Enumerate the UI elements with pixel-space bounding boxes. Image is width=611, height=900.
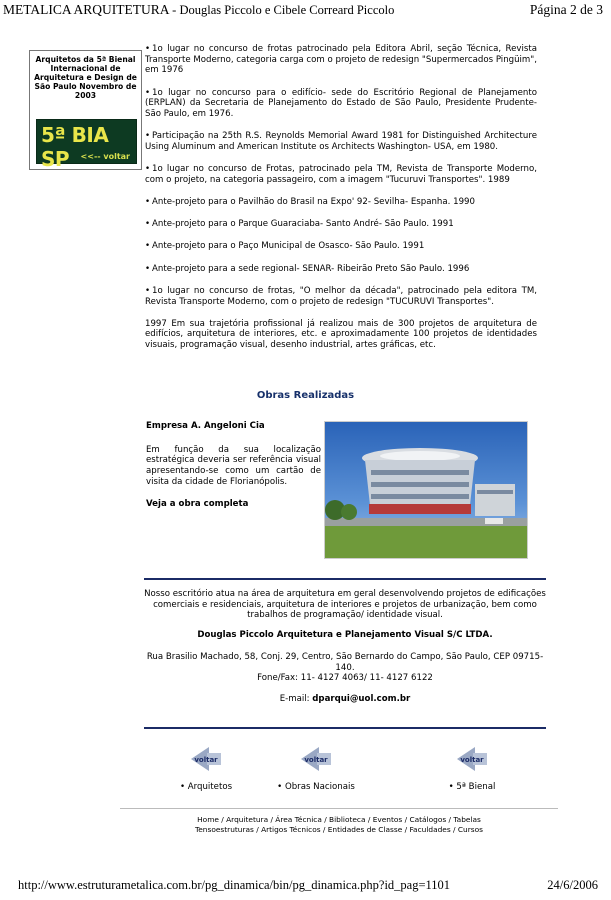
footer-divider <box>120 808 558 809</box>
bullet-icon: • <box>145 164 151 175</box>
office-info <box>144 589 546 705</box>
nav-label: • Obras Nacionais <box>277 782 355 792</box>
nav-obras-nacionais-button[interactable] <box>256 745 376 792</box>
summary-paragraph: 1997 Em sua trajetória profissional já realizou mais de 300 projetos de arquitetura de edifícios, arquitetura de interiores, etc. e aproximadamente 100 projetos de identidades visuais, programação visual, desenho industrial, artes gráficas, etc. <box>145 318 537 351</box>
project-link[interactable]: Veja a obra completa <box>146 498 249 509</box>
arrow-label: voltar <box>194 756 218 764</box>
list-item-text: Participação na 25th R.S. Reynolds Memorial Award 1981 for Distinguished Architecture Using Aluminum and American Institute os Architects Washington- USA, em 1980. <box>145 131 537 152</box>
bullet-icon: • <box>145 219 151 230</box>
company-email-line <box>144 694 546 705</box>
list-item <box>145 286 537 307</box>
section-divider <box>144 727 546 729</box>
bullet-icon: • <box>145 285 151 296</box>
list-item <box>145 88 537 120</box>
print-date: 24/6/2006 <box>547 878 598 892</box>
company-name: Douglas Piccolo Arquitetura e Planejamento Visual S/C LTDA. <box>197 630 493 641</box>
list-item <box>145 241 537 252</box>
bienal-logo[interactable] <box>36 119 137 171</box>
list-item-text: 1o lugar no concurso para o edifício- sede do Escritório Regional de Planejamento (ERPLAN) da Secretaria de Planejamento do Estado de São Paulo, Presidente Prudente- São Paulo, em 1976. <box>145 87 537 120</box>
bullet-icon: • <box>145 241 151 252</box>
obras-heading: Obras Realizadas <box>256 390 355 401</box>
project-description: Em função da sua localização estratégica deveria ser referência visual apresentando-se como um cartão de visita da cidade de Florianópolis. <box>146 444 321 487</box>
achievements-section <box>145 44 537 351</box>
company-phone: Fone/Fax: 11- 4127 4063/ 11- 4127 6122 <box>257 673 433 684</box>
footer-links[interactable] <box>120 815 558 835</box>
nav-5a-bienal-button[interactable] <box>412 745 532 792</box>
list-item-text: Ante-projeto para o Parque Guaraciaba- Santo André- São Paulo. 1991 <box>152 219 454 230</box>
site-subtitle: - Douglas Piccolo e Cibele Correard Piccolo <box>172 3 395 17</box>
list-item <box>145 131 537 152</box>
list-item <box>145 197 537 208</box>
company-address: Rua Brasilio Machado, 58, Conj. 29, Centro, São Bernardo do Campo, São Paulo, CEP 09715-140. <box>146 651 544 673</box>
nav-label: • 5ª Bienal <box>448 782 496 792</box>
building-photo-image <box>325 422 527 558</box>
bullet-icon: • <box>145 131 151 142</box>
back-link[interactable]: <<-- voltar <box>80 152 130 161</box>
list-item-text: 1o lugar no concurso de frotas, "O melhor da década", patrocinado pela editora TM, Revista Transporte Moderno, com o projeto de redesign "TUCURUVI Transportes". <box>145 285 537 307</box>
list-item-text: 1o lugar no concurso de Frotas, patrocinado pela TM, Revista de Transporte Moderno, com o projeto, na categoria passageiro, com a imagem "Tucuruvi Transportes". 1989 <box>145 164 537 185</box>
back-arrow-icon <box>299 745 333 773</box>
footer-links-line[interactable]: Home / Arquitetura / Área Técnica / Biblioteca / Eventos / Catálogos / Tabelas <box>197 815 481 824</box>
list-item-text: 1o lugar no concurso de frotas patrocinado pela Editora Abril, seção Técnica, Revista Transporte Moderno, categoria carga com o projeto de redesign "Supermercados Pingüim", em 1976 <box>145 44 537 76</box>
footer-links-line[interactable]: Tensoestruturas / Artigos Técnicos / Entidades de Classe / Faculdades / Cursos <box>195 825 483 834</box>
page-number: Página 2 de 3 <box>529 2 603 17</box>
bienal-logo-text: 5ª BIA SP <box>41 123 109 171</box>
site-title: METALICA ARQUITETURA <box>3 2 169 17</box>
section-divider <box>144 578 546 580</box>
page-url: http://www.estruturametalica.com.br/pg_dinamica/bin/pg_dinamica.php?id_pag=1101 <box>18 878 451 892</box>
list-item <box>145 219 537 230</box>
office-about: Nosso escritório atua na área de arquitetura em geral desenvolvendo projetos de edificações comerciais e residenciais, arquitetura de interiores e projetos de urbanização, bem como trabalhos de programação/ identidade visual. <box>144 589 546 621</box>
nav-label: • Arquitetos <box>179 782 233 792</box>
bienal-badge[interactable] <box>29 50 142 170</box>
email-label: E-mail: <box>279 693 310 704</box>
project-name: Empresa A. Angeloni Cia <box>146 421 265 431</box>
email-link[interactable]: dparqui@uol.com.br <box>312 693 411 704</box>
badge-caption: Arquitetos da 5ª Bienal Internacional de Arquitetura e Design de São Paulo Novembro de 2003 <box>34 55 137 100</box>
bullet-icon: • <box>145 87 151 98</box>
featured-project <box>146 421 321 509</box>
back-arrow-icon <box>189 745 223 773</box>
project-photo[interactable] <box>324 421 528 559</box>
list-item <box>145 44 537 76</box>
bullet-icon: • <box>145 44 151 54</box>
list-item <box>145 164 537 185</box>
list-item-text: Ante-projeto para o Pavilhão do Brasil na Expo' 92- Sevilha- Espanha. 1990 <box>152 197 475 208</box>
back-arrow-icon <box>455 745 489 773</box>
list-item-text: Ante-projeto para o Paço Municipal de Osasco- São Paulo. 1991 <box>152 241 425 252</box>
print-title <box>3 2 394 18</box>
nav-arquitetos-button[interactable] <box>146 745 266 792</box>
arrow-label: voltar <box>304 756 328 764</box>
list-item <box>145 264 537 275</box>
bullet-icon: • <box>145 197 151 208</box>
print-header <box>3 2 603 22</box>
list-item-text: Ante-projeto para a sede regional- SENAR- Ribeirão Preto São Paulo. 1996 <box>152 263 470 274</box>
arrow-label: voltar <box>460 756 484 764</box>
bullet-icon: • <box>145 263 151 274</box>
